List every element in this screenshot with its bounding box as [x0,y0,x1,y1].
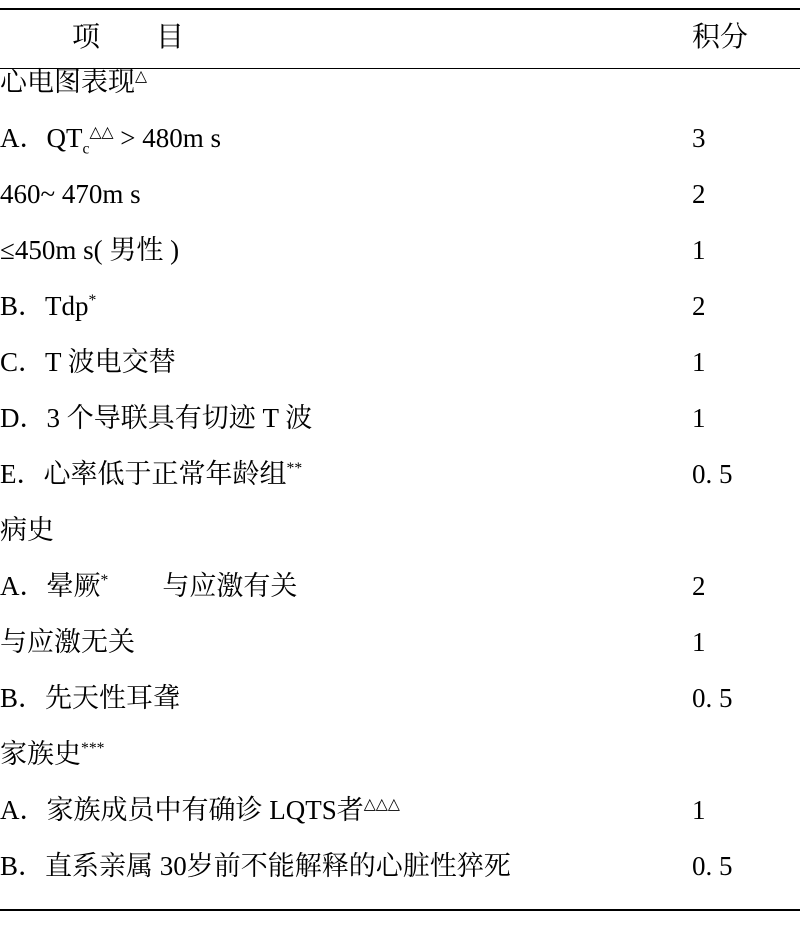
row-score-cell: 1 [692,235,706,265]
row-score-cell: 2 [692,571,706,601]
header-item-cell: 项 目 [72,22,185,53]
row-score-cell: 0. 5 [692,459,733,489]
row-item-text: 与应激无关 [0,627,135,657]
scoring-table [0,10,800,68]
table-row [0,405,800,461]
row-score-cell [692,741,800,797]
table-row [0,685,800,741]
row-item-superscript: ** [286,460,303,477]
table-header-group [0,10,800,68]
row-score-cell [692,517,800,573]
table-row [0,797,800,853]
row-item-text: B．先天性耳聋 [0,683,181,713]
row-score-cell: 1 [692,795,706,825]
row-item-text: A．家族成员中有确诊 LQTS者 [0,795,364,825]
row-score-cell: 3 [692,123,706,153]
score-table-document [0,8,800,929]
table-row [0,181,800,237]
table-row [0,237,800,293]
row-score-cell: 0. 5 [692,851,733,881]
row-item-text: 病史 [0,515,54,545]
row-item-superscript: * [100,572,109,589]
row-item-cell [0,461,692,517]
row-item-cell [0,405,692,461]
row-item-superscript: * [88,292,97,309]
row-item-cell [0,629,692,685]
row-score-cell: 1 [692,347,706,377]
row-item-text: 家族史 [0,739,81,769]
row-score-cell: 2 [692,291,706,321]
row-item-cell [0,69,692,125]
row-item-cell [0,741,692,797]
row-item-cell [0,517,692,573]
row-item-text: A．QT [0,123,83,153]
row-item-text: C．T 波电交替 [0,347,176,377]
row-item-cell [0,853,692,909]
row-item-text: D．3 个导联具有切迹 T 波 [0,403,313,433]
row-score-cell: 0. 5 [692,683,733,713]
table-row [0,741,800,797]
header-score-cell: 积分 [692,22,749,53]
row-item-text: B．Tdp [0,291,89,321]
row-item-text: A．晕厥 [0,571,101,601]
table-row [0,293,800,349]
row-item-superscript: △△△ [363,796,400,813]
table-row [0,461,800,517]
table-row [0,69,800,125]
row-item-text: 心电图表现 [0,67,135,97]
row-item-cell [0,349,692,405]
table-row [0,349,800,405]
row-item-cell [0,685,692,741]
row-score-cell: 1 [692,627,706,657]
row-item-cell [0,573,692,629]
table-body [0,69,800,909]
row-item-text-2: 与应激有关 [108,571,298,601]
row-item-text: B．直系亲属 30岁前不能解释的心脏性猝死 [0,851,511,881]
table-row [0,573,800,629]
row-item-superscript: *** [81,740,105,757]
row-item-cell [0,125,692,181]
table-row [0,517,800,573]
row-score-cell [692,69,800,125]
row-item-subscript: c [82,140,90,158]
row-item-cell [0,293,692,349]
row-item-cell [0,797,692,853]
row-item-text: E．心率低于正常年龄组 [0,459,287,489]
row-item-text-2: > 480m s [113,123,222,153]
row-score-cell: 1 [692,403,706,433]
table-header-row [0,10,800,68]
row-score-cell: 2 [692,179,706,209]
row-item-cell [0,181,692,237]
table-row [0,125,800,181]
row-item-superscript: △△ [89,124,114,141]
row-item-superscript: △ [135,68,148,85]
table-row [0,853,800,909]
scoring-table-body [0,69,800,909]
row-item-text: 460~ 470m s [0,179,141,209]
row-item-text: ≤450m s( 男性 ) [0,235,180,265]
table-row [0,629,800,685]
table-bottom-rule [0,909,800,911]
row-item-cell [0,237,692,293]
